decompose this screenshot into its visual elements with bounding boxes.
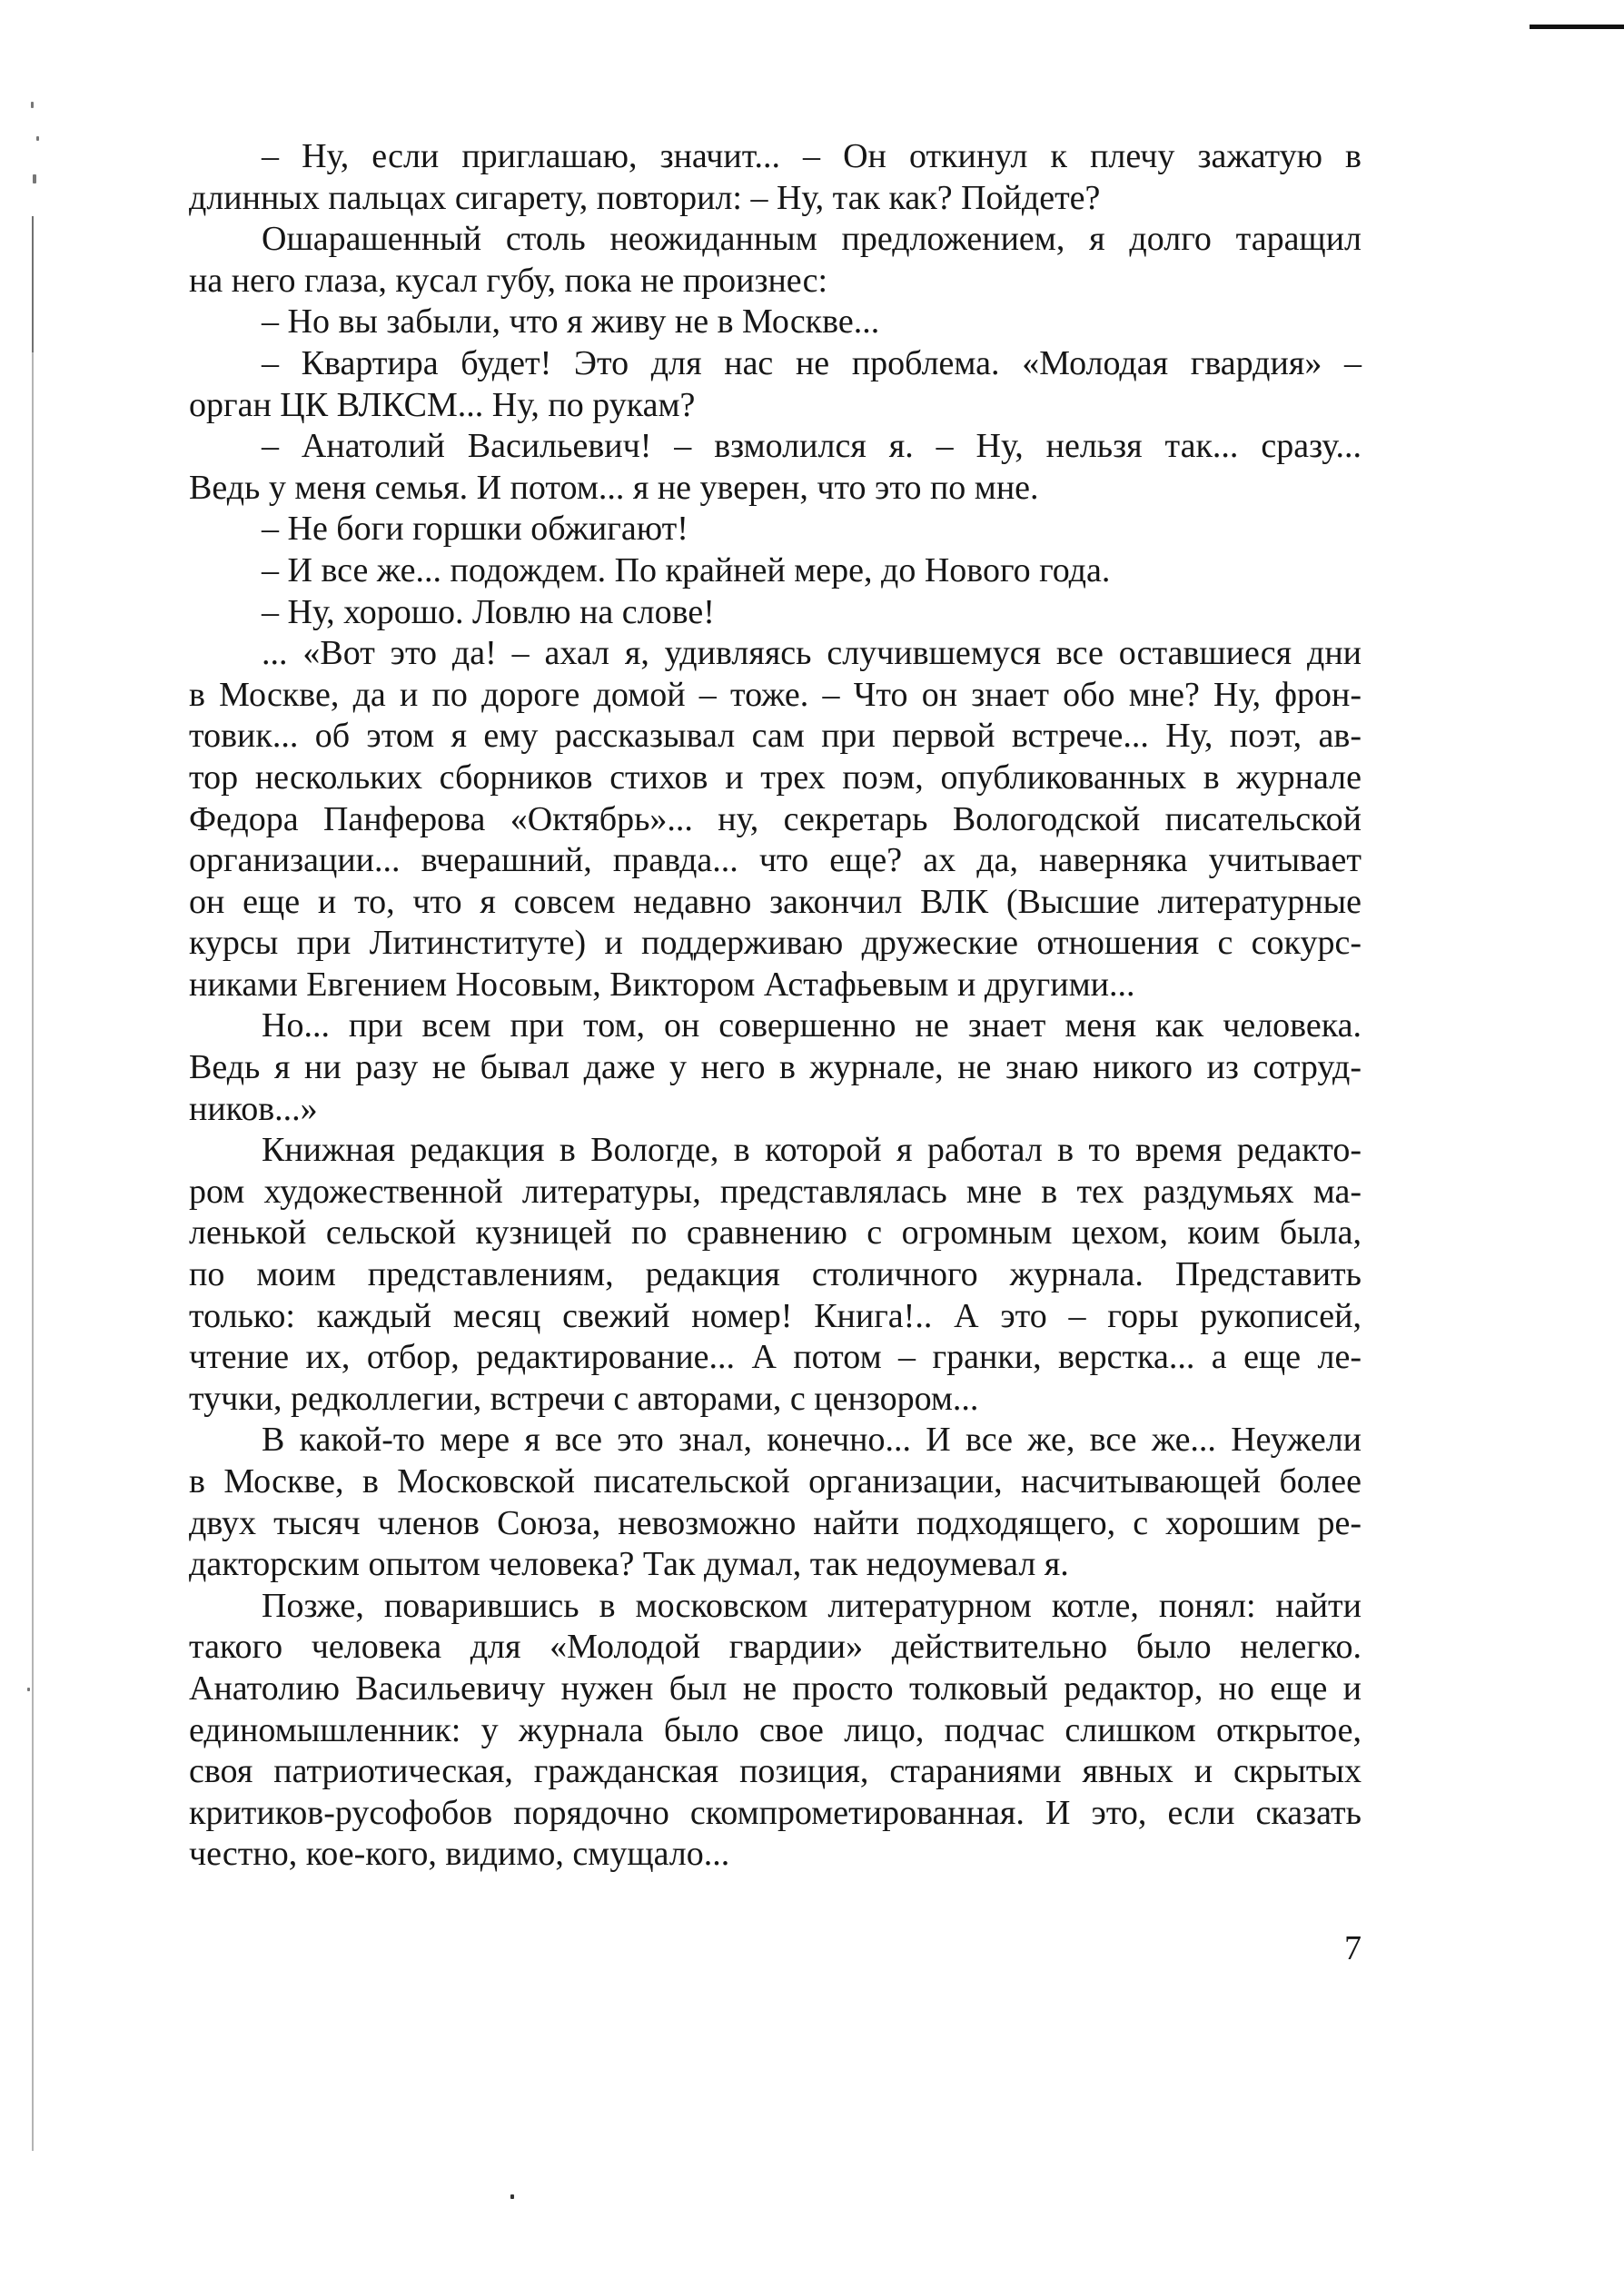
text-line: организации... вчерашний, правда... что еще? ах да, наверняка учитывает	[189, 841, 1362, 880]
paragraph	[189, 136, 1362, 219]
text-line: – Ну, хорошо. Ловлю на слове!	[262, 592, 715, 631]
text-line: Ведь я ни разу не бывал даже у него в журнале, не знаю никого из сотруд-	[189, 1048, 1362, 1087]
page-number: 7	[1344, 1929, 1362, 1967]
text-line: Ведь у меня семья. И потом... я не уверен, что это по мне.	[189, 468, 1039, 507]
text-line: тучки, редколлегии, встречи с авторами, с цензором...	[189, 1379, 979, 1418]
text-line: единомышленник: у журнала было свое лицо, подчас слишком открытое,	[189, 1710, 1362, 1749]
paragraph	[189, 1130, 1362, 1420]
scan-speck	[36, 136, 39, 141]
text-line: курсы при Литинституте) и поддерживаю дружеские отношения с сокурс-	[189, 924, 1362, 963]
scan-speck	[27, 1688, 30, 1691]
paragraph	[189, 302, 1362, 343]
text-line: ленькой сельской кузницей по сравнению с огромным цехом, коим была,	[189, 1213, 1362, 1253]
text-line: Анатолию Васильевичу нужен был не просто толковый редактор, но еще и	[189, 1669, 1362, 1708]
text-line: ... «Вот это да! – ахал я, удивляясь случившемуся все оставшиеся дни	[262, 634, 1362, 673]
text-line: на него глаза, кусал губу, пока не произнес:	[189, 261, 828, 300]
scan-edge-bar	[1530, 25, 1624, 29]
paragraph	[189, 550, 1362, 592]
text-line: в Москве, да и по дороге домой – тоже. – Что он знает обо мне? Ну, фрон-	[189, 675, 1362, 714]
text-line: чтение их, отбор, редактирование... А потом – гранки, верстка... а еще ле-	[189, 1338, 1362, 1377]
text-line: дакторским опытом человека? Так думал, так недоумевал я.	[189, 1545, 1069, 1584]
text-line: двух тысяч членов Союза, невозможно найти подходящего, с хорошим ре-	[189, 1503, 1362, 1542]
text-line: Федора Панферова «Октябрь»... ну, секретарь Вологодской писательской	[189, 799, 1362, 838]
paragraph	[189, 426, 1362, 509]
text-line: – Не боги горшки обжигают!	[262, 510, 688, 549]
paragraph	[189, 1420, 1362, 1585]
text-line: честно, кое-кого, видимо, смущало...	[189, 1835, 730, 1874]
text-line: ников...»	[189, 1089, 318, 1128]
paragraph	[189, 509, 1362, 550]
text-line: – И все же... подождем. По крайней мере, до Нового года.	[262, 550, 1111, 589]
scan-speck	[510, 2194, 514, 2199]
text-line: Ошарашенный столь неожиданным предложением, я долго таращил	[262, 220, 1362, 259]
scan-speck	[33, 174, 36, 183]
text-line: по моим представлениям, редакция столичного журнала. Представить	[189, 1255, 1362, 1294]
text-line: – Анатолий Васильевич! – взмолился я. – Ну, нельзя так... сразу...	[262, 427, 1362, 466]
text-line: своя патриотическая, гражданская позиция, стараниями явных и скрытых	[189, 1752, 1362, 1791]
scan-margin-line	[32, 216, 34, 2151]
text-line: В какой-то мере я все это знал, конечно... И все же, все же... Неужели	[262, 1421, 1362, 1460]
text-line: такого человека для «Молодой гвардии» действительно было нелегко.	[189, 1628, 1362, 1667]
text-line: он еще и то, что я совсем недавно закончил ВЛК (Высшие литературные	[189, 882, 1362, 921]
paragraph	[189, 1005, 1362, 1130]
text-line: тор нескольких сборников стихов и трех поэм, опубликованных в журнале	[189, 758, 1362, 797]
text-line: в Москве, в Московской писательской организации, насчитывающей более	[189, 1462, 1362, 1501]
paragraph	[189, 343, 1362, 426]
text-line: Но... при всем при том, он совершенно не знает меня как человека.	[262, 1006, 1362, 1045]
paragraph	[189, 592, 1362, 634]
text-line: – Квартира будет! Это для нас не проблема. «Молодая гвардия» –	[262, 343, 1362, 382]
scan-margin-line-dark	[32, 216, 34, 352]
text-line: критиков-русофобов порядочно скомпрометированная. И это, если сказать	[189, 1793, 1362, 1832]
text-line: никами Евгением Носовым, Виктором Астафьевым и другими...	[189, 965, 1135, 1004]
paragraph	[189, 219, 1362, 302]
paragraph	[189, 633, 1362, 1005]
text-line: только: каждый месяц свежий номер! Книга!.. А это – горы рукописей,	[189, 1296, 1362, 1335]
text-line: – Ну, если приглашаю, значит... – Он откинул к плечу зажатую в	[262, 137, 1362, 175]
text-line: орган ЦК ВЛКСМ... Ну, по рукам?	[189, 385, 696, 424]
text-line: – Но вы забыли, что я живу не в Москве...	[262, 302, 880, 342]
text-line: Позже, поварившись в московском литературном котле, понял: найти	[262, 1586, 1362, 1625]
text-line: длинных пальцах сигарету, повторил: – Ну, так как? Пойдете?	[189, 178, 1101, 217]
paragraph	[189, 1586, 1362, 1876]
text-line: Книжная редакция в Вологде, в которой я работал в то время редакто-	[262, 1131, 1362, 1170]
text-line: ром художественной литературы, представлялась мне в тех раздумьях ма-	[189, 1172, 1362, 1211]
body-text	[189, 136, 1362, 1876]
scan-speck	[31, 102, 34, 108]
text-line: товик... об этом я ему рассказывал сам при первой встрече... Ну, поэт, ав-	[189, 717, 1362, 756]
